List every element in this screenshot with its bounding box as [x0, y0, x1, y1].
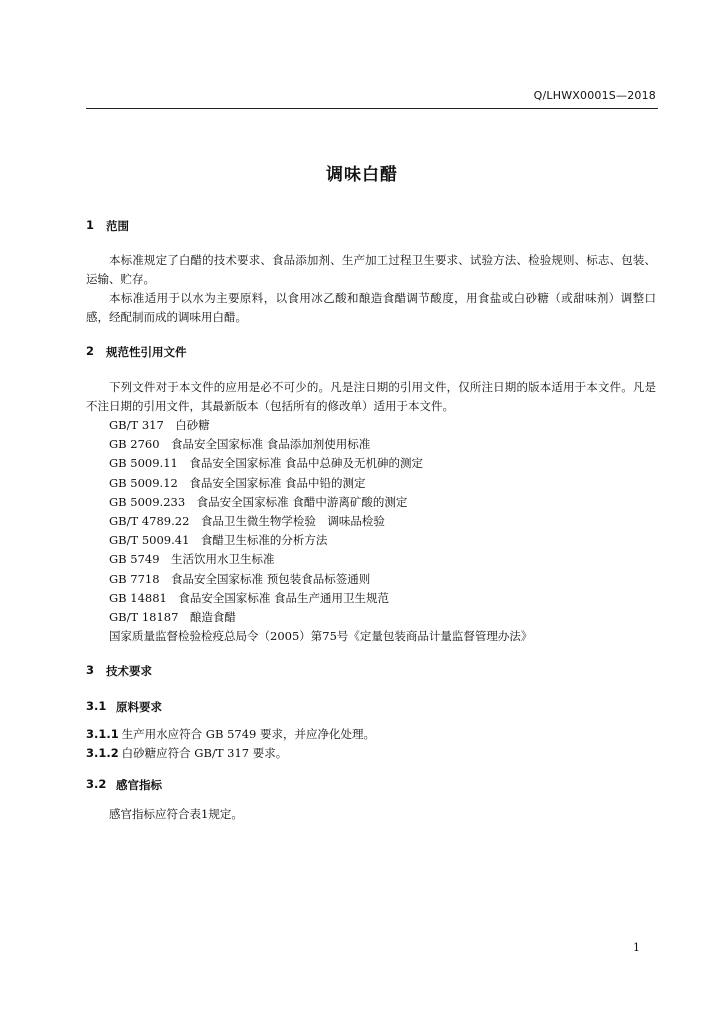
section-title: 原料要求 — [116, 700, 162, 715]
reference-item: GB/T 4789.22 食品卫生微生物学检验 调味品检验 — [109, 514, 385, 529]
reference-item: GB 5749 生活饮用水卫生标准 — [109, 552, 275, 567]
reference-item: GB 14881 食品安全国家标准 食品生产通用卫生规范 — [109, 590, 390, 605]
item-number: 3.1.1 — [86, 727, 119, 742]
item-number: 3.1.2 — [86, 746, 119, 761]
scope-paragraph-1: 本标准规定了白醋的技术要求、食品添加剂、生产加工过程卫生要求、试验方法、检验规则、标志、包装、运输、贮存。 — [86, 253, 656, 286]
scope-paragraph-2: 本标准适用于以水为主要原料，以食用冰乙酸和酿造食醋调节酸度，用食盐或白砂糖（或甜味剂）调整口感，经配制而成的调味用白醋。 — [86, 291, 656, 324]
reference-item: GB/T 5009.41 食醋卫生标准的分析方法 — [109, 533, 328, 548]
sensory-paragraph: 感官指标应符合表1规定。 — [109, 807, 243, 822]
section-heading-technical-requirements — [86, 663, 656, 679]
raw-material-item-sugar — [86, 744, 656, 763]
references-intro: 下列文件对于本文件的应用是必不可少的。凡是注日期的引用文件，仅所注日期的版本适用于本文件。凡是不注日期的引用文件，其最新版本（包括所有的修改单）适用于本文件。 — [86, 380, 656, 413]
reference-item: GB 5009.233 食品安全国家标准 食醋中游离矿酸的测定 — [109, 494, 408, 509]
section-heading-references — [86, 344, 656, 360]
section-number: 2 — [86, 344, 95, 358]
section-title: 规范性引用文件 — [106, 345, 187, 359]
section-number: 3.1 — [86, 699, 107, 714]
reference-item: GB 7718 食品安全国家标准 预包装食品标签通则 — [109, 571, 371, 586]
document-title: 调味白醋 — [326, 165, 398, 185]
page-number: 1 — [633, 941, 640, 954]
reference-item: GB 5009.11 食品安全国家标准 食品中总砷及无机砷的测定 — [109, 456, 424, 471]
section-heading-sensory — [86, 777, 656, 793]
header-rule — [86, 108, 658, 109]
raw-material-item-water — [86, 725, 656, 744]
section-number: 3 — [86, 663, 95, 678]
reference-item: GB/T 18187 酿造食醋 — [109, 610, 236, 625]
reference-item: GB 2760 食品安全国家标准 食品添加剂使用标准 — [109, 437, 371, 452]
item-text: 白砂糖应符合 GB/T 317 要求。 — [121, 746, 288, 761]
section-title: 范围 — [106, 219, 129, 233]
standard-code: Q/LHWX0001S—2018 — [533, 89, 656, 102]
document-body — [86, 218, 656, 824]
reference-list — [86, 416, 656, 646]
reference-item: 国家质量监督检验检疫总局令（2005）第75号《定量包装商品计量监督管理办法》 — [109, 629, 533, 644]
section-title: 感官指标 — [116, 778, 162, 793]
section-number: 3.2 — [86, 777, 107, 792]
section-number: 1 — [86, 218, 95, 232]
reference-item: GB/T 317 白砂糖 — [109, 418, 210, 432]
section-title: 技术要求 — [106, 664, 152, 679]
item-text: 生产用水应符合 GB 5749 要求，并应净化处理。 — [121, 727, 376, 742]
section-heading-raw-materials — [86, 699, 656, 715]
section-heading-scope — [86, 218, 656, 234]
reference-item: GB 5009.12 食品安全国家标准 食品中铅的测定 — [109, 475, 366, 490]
